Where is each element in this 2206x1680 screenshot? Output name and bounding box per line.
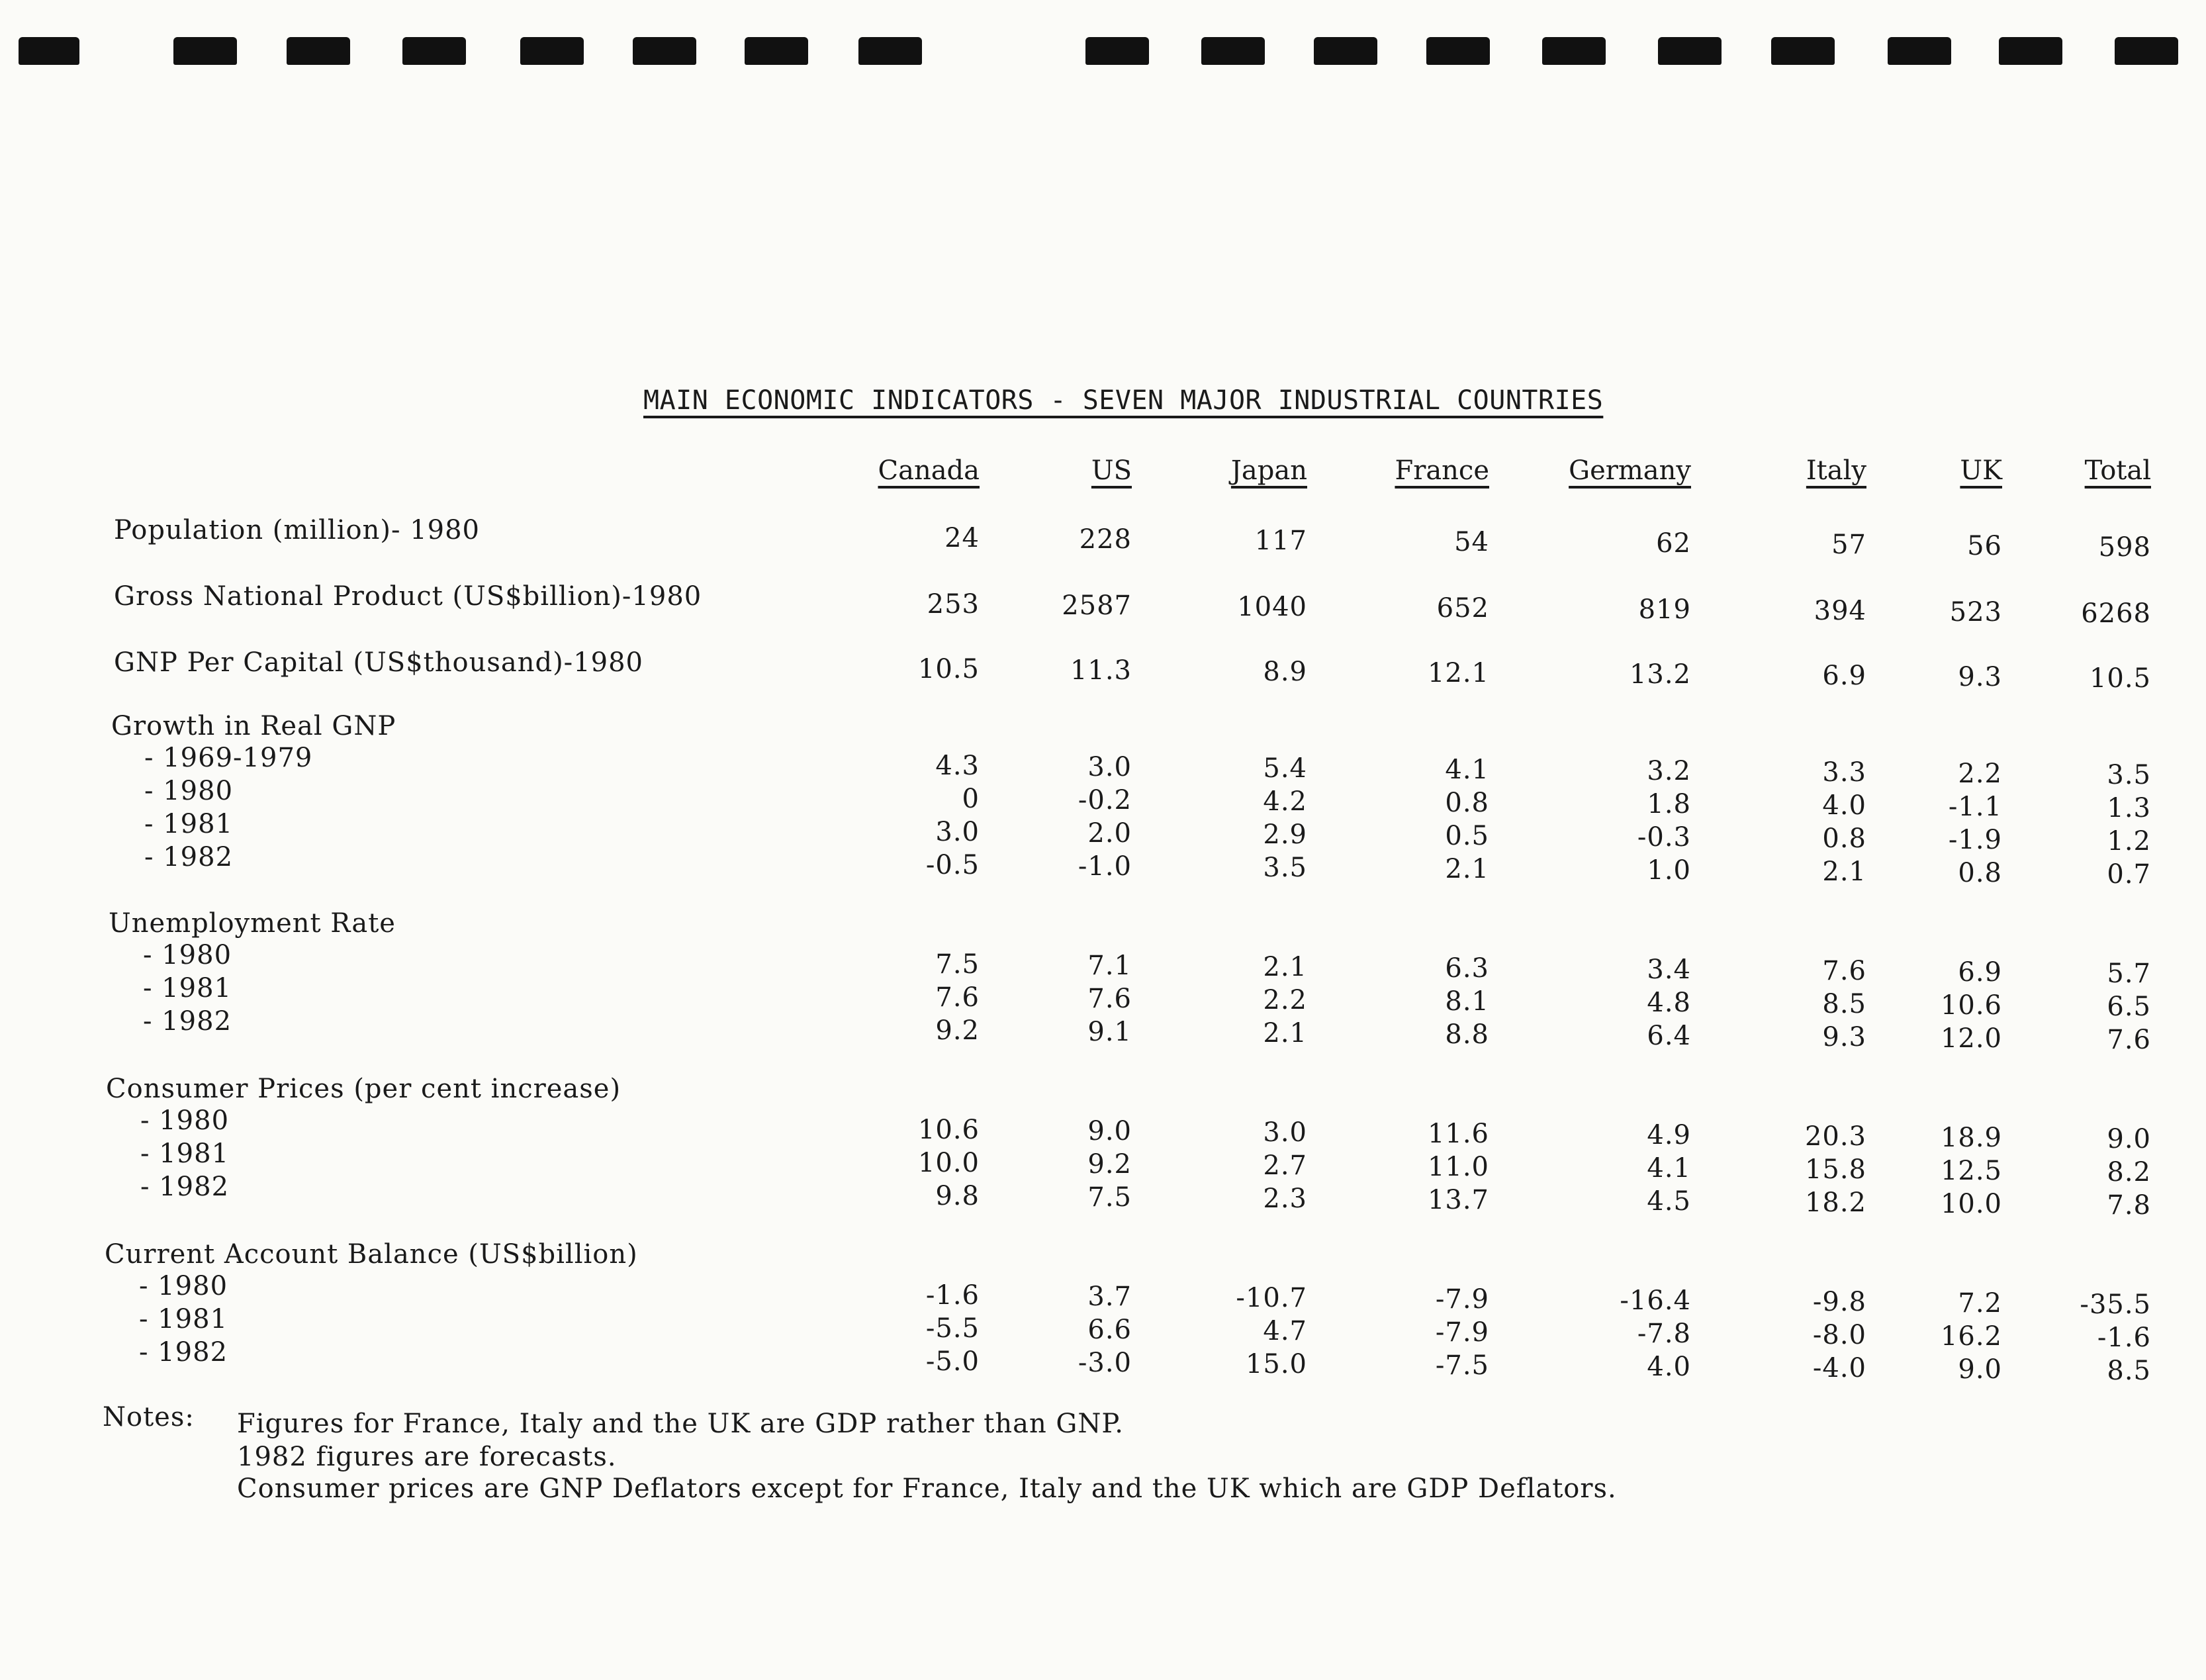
table-cell: 54 [1454, 527, 1489, 557]
table-cell: 5.7 [2107, 958, 2151, 989]
table-cell: 11.0 [1427, 1152, 1489, 1182]
column-header: Canada [878, 455, 980, 486]
row-label: Current Account Balance (US$billion) [105, 1239, 638, 1270]
column-header: Germany [1569, 455, 1691, 486]
table-cell: 8.1 [1445, 986, 1489, 1017]
table-cell: -1.9 [1948, 825, 2002, 855]
table-cell: 7.5 [935, 949, 980, 980]
table-cell: 9.0 [1958, 1354, 2002, 1385]
table-cell: 8.5 [2107, 1356, 2151, 1386]
table-cell: 0.5 [1445, 821, 1489, 851]
row-sublabel: - 1980 [144, 776, 234, 806]
table-cell: -0.2 [1078, 785, 1132, 816]
table-cell: 10.5 [2089, 663, 2151, 694]
row-label: Consumer Prices (per cent increase) [106, 1074, 621, 1104]
table-cell: 6.9 [1822, 661, 1866, 691]
table-cell: 18.2 [1804, 1188, 1866, 1218]
punch-hole [19, 37, 79, 65]
punch-hole [1771, 37, 1835, 65]
table-cell: 7.6 [2107, 1025, 2151, 1055]
table-cell: 15.8 [1804, 1154, 1866, 1185]
table-cell: 56 [1967, 531, 2002, 561]
table-cell: 7.6 [1822, 956, 1866, 986]
table-cell: 2.3 [1263, 1184, 1307, 1214]
punch-hole [1999, 37, 2062, 65]
table-cell: 8.8 [1445, 1019, 1489, 1050]
table-cell: 62 [1656, 528, 1691, 559]
note-line: 1982 figures are forecasts. [237, 1442, 617, 1472]
punch-hole [520, 37, 584, 65]
row-sublabel: - 1969-1979 [144, 743, 313, 773]
column-header: Italy [1806, 455, 1866, 486]
punch-hole [1542, 37, 1606, 65]
row-sublabel: - 1981 [140, 1139, 230, 1169]
table-cell: 4.0 [1647, 1352, 1691, 1382]
table-cell: 1.3 [2107, 793, 2151, 823]
table-cell: 15.0 [1245, 1349, 1307, 1379]
punch-hole [858, 37, 922, 65]
table-cell: 3.5 [2107, 760, 2151, 790]
punch-hole [1085, 37, 1149, 65]
table-cell: 9.0 [2107, 1124, 2151, 1154]
table-cell: 16.2 [1940, 1321, 2002, 1352]
row-sublabel: - 1980 [143, 940, 232, 970]
table-cell: 4.3 [935, 751, 980, 781]
page-title: MAIN ECONOMIC INDICATORS - SEVEN MAJOR INDUSTRIAL COUNTRIES [643, 385, 1604, 416]
table-cell: 9.0 [1087, 1116, 1132, 1146]
table-cell: 3.3 [1822, 757, 1866, 788]
table-cell: 2.2 [1263, 985, 1307, 1015]
table-cell: 2.1 [1822, 857, 1866, 887]
table-cell: 13.2 [1629, 659, 1691, 690]
table-cell: 4.8 [1647, 988, 1691, 1018]
table-cell: 9.1 [1087, 1017, 1132, 1047]
table-cell: 394 [1814, 596, 1866, 626]
table-cell: 117 [1254, 526, 1307, 556]
table-cell: 7.6 [935, 982, 980, 1013]
table-cell: 0.8 [1822, 823, 1866, 854]
table-cell: 2.7 [1263, 1150, 1307, 1181]
row-sublabel: - 1980 [139, 1271, 228, 1301]
row-label: Population (million)- 1980 [114, 515, 480, 545]
table-cell: 6.4 [1647, 1021, 1691, 1051]
table-cell: 3.2 [1647, 756, 1691, 786]
row-sublabel: - 1982 [143, 1006, 232, 1037]
row-sublabel: - 1982 [139, 1337, 228, 1368]
table-cell: 4.1 [1647, 1153, 1691, 1184]
table-cell: -5.0 [925, 1346, 980, 1377]
table-cell: 3.4 [1647, 955, 1691, 985]
table-cell: 9.2 [935, 1015, 980, 1046]
table-cell: 2.1 [1263, 952, 1307, 982]
punch-hole [745, 37, 808, 65]
table-cell: 10.0 [917, 1148, 980, 1178]
column-header: UK [1960, 455, 2002, 486]
table-cell: -35.5 [2080, 1289, 2151, 1320]
table-cell: 6.6 [1087, 1315, 1132, 1345]
punch-hole [173, 37, 237, 65]
table-cell: 6.3 [1445, 953, 1489, 984]
table-cell: -4.0 [1812, 1353, 1866, 1383]
punch-hole [287, 37, 350, 65]
table-cell: 4.0 [1822, 790, 1866, 821]
row-sublabel: - 1981 [143, 973, 232, 1003]
table-cell: 2.2 [1958, 759, 2002, 789]
column-header: Total [2084, 455, 2151, 486]
table-cell: 8.5 [1822, 989, 1866, 1019]
table-cell: 12.5 [1940, 1156, 2002, 1186]
table-cell: 2.9 [1263, 819, 1307, 850]
row-sublabel: - 1982 [144, 842, 234, 872]
table-cell: 11.3 [1070, 655, 1132, 686]
table-cell: 253 [927, 589, 980, 620]
table-cell: 7.6 [1087, 984, 1132, 1014]
table-cell: 2587 [1062, 590, 1132, 621]
punch-hole [402, 37, 466, 65]
table-cell: 7.1 [1087, 951, 1132, 981]
table-cell: 4.2 [1263, 786, 1307, 817]
table-cell: 652 [1436, 593, 1489, 624]
row-label: GNP Per Capital (US$thousand)-1980 [114, 647, 643, 678]
note-line: Consumer prices are GNP Deflators except for France, Italy and the UK which are GDP Deflators. [237, 1473, 1617, 1504]
table-cell: 819 [1638, 594, 1691, 625]
table-cell: 57 [1831, 530, 1866, 560]
table-cell: 7.8 [2107, 1190, 2151, 1221]
punch-hole [1314, 37, 1377, 65]
table-cell: 1040 [1237, 592, 1307, 622]
table-cell: 2.1 [1263, 1018, 1307, 1049]
table-cell: -3.0 [1078, 1348, 1132, 1378]
table-cell: 10.0 [1940, 1189, 2002, 1219]
table-cell: 523 [1949, 597, 2002, 628]
table-cell: 228 [1079, 524, 1132, 555]
table-cell: 24 [944, 523, 980, 553]
row-sublabel: - 1982 [140, 1172, 230, 1202]
table-cell: 8.2 [2107, 1157, 2151, 1188]
table-cell: -5.5 [925, 1313, 980, 1344]
notes-label: Notes: [103, 1402, 195, 1432]
table-cell: 9.3 [1822, 1022, 1866, 1052]
table-cell: 2.1 [1445, 854, 1489, 884]
table-cell: 3.7 [1087, 1282, 1132, 1312]
row-label: Unemployment Rate [109, 908, 396, 939]
table-cell: 9.8 [935, 1181, 980, 1211]
punch-hole [2115, 37, 2178, 65]
table-cell: 3.5 [1263, 853, 1307, 883]
table-cell: 6.5 [2107, 992, 2151, 1022]
table-cell: 9.2 [1087, 1149, 1132, 1180]
table-cell: 4.7 [1263, 1316, 1307, 1346]
table-cell: 10.6 [1940, 990, 2002, 1021]
table-cell: 0.8 [1445, 788, 1489, 818]
table-cell: 4.5 [1647, 1186, 1691, 1217]
table-cell: -7.8 [1637, 1319, 1691, 1349]
punch-hole [1426, 37, 1490, 65]
table-cell: 13.7 [1427, 1185, 1489, 1215]
table-cell: 1.2 [2107, 826, 2151, 857]
table-cell: 18.9 [1940, 1123, 2002, 1153]
table-cell: 1.0 [1647, 855, 1691, 886]
note-line: Figures for France, Italy and the UK are GDP rather than GNP. [237, 1409, 1124, 1439]
table-cell: 598 [2098, 532, 2151, 563]
table-cell: 3.0 [1263, 1117, 1307, 1148]
table-cell: -1.0 [1078, 851, 1132, 882]
table-cell: 3.0 [1087, 752, 1132, 782]
table-cell: 7.5 [1087, 1182, 1132, 1213]
table-cell: -9.8 [1812, 1287, 1866, 1317]
table-cell: 3.0 [935, 817, 980, 847]
column-header: Japan [1230, 455, 1307, 486]
column-header: France [1395, 455, 1489, 486]
row-sublabel: - 1980 [140, 1105, 230, 1136]
row-sublabel: - 1981 [144, 809, 234, 839]
table-cell: -7.9 [1435, 1284, 1489, 1315]
table-cell: 1.8 [1647, 789, 1691, 819]
table-cell: 0.7 [2107, 859, 2151, 890]
column-header: US [1091, 455, 1132, 486]
table-cell: -1.1 [1948, 792, 2002, 822]
table-cell: -16.4 [1620, 1285, 1691, 1316]
table-cell: 10.6 [917, 1115, 980, 1145]
table-cell: 11.6 [1427, 1119, 1489, 1149]
table-cell: 5.4 [1263, 753, 1307, 784]
table-cell: -0.3 [1637, 822, 1691, 853]
row-label: Growth in Real GNP [111, 711, 396, 741]
table-cell: -8.0 [1812, 1320, 1866, 1350]
punch-hole [1888, 37, 1951, 65]
table-cell: 9.3 [1958, 662, 2002, 692]
table-cell: 6.9 [1958, 957, 2002, 988]
row-label: Gross National Product (US$billion)-1980 [114, 581, 702, 612]
table-cell: -10.7 [1236, 1283, 1307, 1313]
punch-hole [633, 37, 696, 65]
table-cell: 7.2 [1958, 1288, 2002, 1319]
table-cell: 0.8 [1958, 858, 2002, 888]
table-cell: -7.9 [1435, 1317, 1489, 1348]
table-cell: 20.3 [1804, 1121, 1866, 1152]
table-cell: -7.5 [1435, 1350, 1489, 1381]
table-cell: 12.1 [1427, 658, 1489, 688]
table-cell: 4.9 [1647, 1120, 1691, 1150]
table-cell: 2.0 [1087, 818, 1132, 849]
table-cell: -1.6 [2097, 1323, 2151, 1353]
table-cell: -0.5 [925, 850, 980, 880]
table-cell: 12.0 [1940, 1023, 2002, 1054]
table-cell: 8.9 [1263, 657, 1307, 687]
table-cell: 10.5 [917, 654, 980, 684]
table-cell: 4.1 [1445, 755, 1489, 785]
table-cell: 0 [962, 784, 980, 814]
punch-hole [1201, 37, 1265, 65]
table-cell: -1.6 [925, 1280, 980, 1311]
table-cell: 6268 [2081, 598, 2151, 629]
row-sublabel: - 1981 [139, 1304, 228, 1334]
punch-hole [1658, 37, 1722, 65]
